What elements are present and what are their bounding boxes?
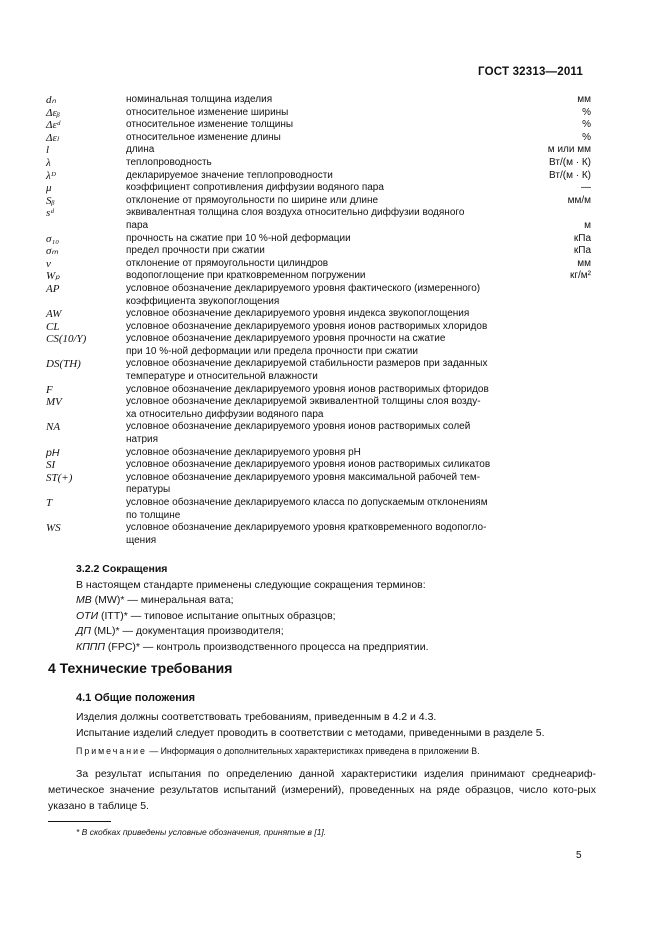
symbol-unit: м или мм <box>547 144 591 156</box>
symbol: DS(TH) <box>46 358 81 371</box>
symbol-row <box>46 484 591 497</box>
symbol-description: коэффициент сопротивления диффузии водяного пара <box>126 182 384 194</box>
symbol-row <box>46 308 591 321</box>
symbol <box>46 409 126 422</box>
symbol: Δεᵈ <box>46 119 61 132</box>
note-text: — Информация о дополнительных характеристиках приведена в приложении В. <box>146 746 480 756</box>
symbol-unit: мм <box>577 94 591 105</box>
symbol-unit <box>531 207 591 220</box>
symbol-row <box>46 119 591 132</box>
symbol-unit <box>531 308 591 321</box>
symbol: Δεᵦ <box>46 106 60 119</box>
symbol-row <box>46 421 591 434</box>
symbol: AW <box>46 308 62 321</box>
abbreviation: ДП <box>76 625 92 637</box>
symbol-description: условное обозначение декларируемого класса по допускаемым отклонениям <box>126 497 488 508</box>
symbol-description: по толщине <box>126 509 181 521</box>
symbol-description: условное обозначение декларируемого уровня ионов растворимых фторидов <box>126 383 489 395</box>
symbol-unit: кПа <box>573 232 591 244</box>
symbol: CL <box>46 320 60 333</box>
symbol <box>46 296 126 309</box>
symbol-unit <box>531 371 591 384</box>
symbol-unit <box>531 396 591 409</box>
symbol-description: предел прочности при сжатии <box>126 245 265 257</box>
symbol-row <box>46 220 591 233</box>
section-4-1-heading: 4.1 Общие положения <box>76 692 196 704</box>
symbol-description: условное обозначение декларируемого уровня прочности на сжатие <box>126 333 446 345</box>
footnote-rule <box>48 821 111 822</box>
symbol-unit <box>531 522 591 535</box>
symbol: pH <box>46 446 60 459</box>
symbol <box>46 220 126 233</box>
symbol-row <box>46 522 591 535</box>
symbol-unit <box>531 346 591 359</box>
abbreviation-definition: (MW)* — минеральная вата; <box>91 594 234 606</box>
symbol: WS <box>46 522 61 535</box>
page-number: 5 <box>576 850 582 861</box>
symbol-description: номинальная толщина изделия <box>126 94 273 105</box>
symbol-unit: % <box>582 131 591 143</box>
symbol-row <box>46 233 591 246</box>
abbreviations-intro: В настоящем стандарте применены следующие сокращения терминов: <box>76 578 426 591</box>
symbol: λᴰ <box>46 169 57 182</box>
symbol: λ <box>46 156 51 169</box>
symbol-description: пара <box>126 219 149 231</box>
symbol: sᵈ <box>46 207 54 220</box>
symbol-description: длина <box>126 144 155 156</box>
symbol-row <box>46 270 591 283</box>
symbol-row <box>46 371 591 384</box>
abbreviation-item <box>76 640 596 656</box>
symbol-description: температуре и относительной влажности <box>126 371 318 383</box>
symbol-unit: кг/м² <box>569 270 591 282</box>
symbol-description: условное обозначение декларируемого уровня ионов растворимых силикатов <box>126 459 491 471</box>
symbol-unit <box>531 459 591 472</box>
symbol-row <box>46 384 591 397</box>
symbol: ν <box>46 257 51 270</box>
symbol-description: условное обозначение декларируемого уровня pH <box>126 446 361 458</box>
section-3-2-2 <box>76 562 596 655</box>
symbol-unit: мм <box>577 257 591 269</box>
symbol-description: ха относительно диффузии водяного пара <box>126 408 324 420</box>
symbol-description: условное обозначение декларируемого уровня максимальной рабочей тем- <box>126 471 481 483</box>
symbol: SI <box>46 459 56 472</box>
symbol-description: водопоглощение при кратковременном погружении <box>126 270 366 282</box>
document-header: ГОСТ 32313—2011 <box>478 66 583 78</box>
symbol-description: условное обозначение декларируемой стабильности размеров при заданных <box>126 358 488 370</box>
symbol-description: щения <box>126 534 157 546</box>
note-label: Примечание <box>76 746 147 756</box>
symbol-row <box>46 358 591 371</box>
symbol: AP <box>46 282 60 295</box>
symbol-description: эквивалентная толщина слоя воздуха относительно диффузии водяного <box>126 207 465 219</box>
abbreviation: КППП <box>76 640 106 653</box>
abbreviation: МВ <box>76 594 92 606</box>
symbol-description: отклонение от прямоугольности цилиндров <box>126 257 329 269</box>
symbol: ST(+) <box>46 471 73 484</box>
symbol-description: относительное изменение ширины <box>126 106 289 118</box>
symbol: l <box>46 144 50 157</box>
symbol-unit: Вт/(м · К) <box>549 156 591 168</box>
symbol: F <box>46 383 53 396</box>
abbreviation-item <box>76 593 596 609</box>
symbol-description: условное обозначение декларируемого уровня ионов растворимых хлоридов <box>126 320 488 332</box>
symbol-unit <box>531 484 591 497</box>
symbol-unit: — <box>581 182 591 194</box>
symbol-row <box>46 283 591 296</box>
symbol: CS(10/Y) <box>46 333 87 346</box>
abbreviation-definition: (FPC)* — контроль производственного процесса на предприятии. <box>105 640 429 653</box>
symbol-row <box>46 333 591 346</box>
symbol-description: теплопроводность <box>126 156 212 168</box>
symbol-unit <box>531 333 591 346</box>
symbol-unit: % <box>582 106 591 118</box>
symbol: Sᵦ <box>46 194 55 207</box>
symbol: T <box>46 497 53 509</box>
symbol <box>46 535 126 548</box>
symbol-row <box>46 107 591 120</box>
symbol-unit <box>531 321 591 334</box>
section-4-1-line1: Изделия должны соответствовать требованиям, приведенным в 4.2 и 4.3. <box>76 711 437 723</box>
symbol <box>46 510 126 523</box>
symbol-row <box>46 94 591 107</box>
abbreviation-definition: (ML)* — документация производителя; <box>91 625 284 637</box>
symbol-description: условное обозначение декларируемого уровня ионов растворимых солей <box>126 421 471 433</box>
symbol-unit <box>531 283 591 296</box>
symbol-row <box>46 535 591 548</box>
symbol-description: прочность на сжатие при 10 %-ной деформации <box>126 232 351 244</box>
symbol: dₙ <box>46 94 56 106</box>
symbol: NA <box>46 421 61 434</box>
symbol: Δεₗ <box>46 131 59 144</box>
symbols-list <box>46 94 591 547</box>
symbol-description: условное обозначение декларируемого уровня фактического (измеренного) <box>126 282 481 294</box>
symbol-description: коэффициента звукопоглощения <box>126 295 280 307</box>
result-paragraph: За результат испытания по определению данной характеристики изделия принимают среднеариф-метическое значение результатов испытаний (измерений), проведенных на ряде образцов, число кото-рых указано в таблице 5. <box>48 768 596 812</box>
abbreviation-definition: (ITT)* — типовое испытание опытных образцов; <box>98 609 336 622</box>
section-4-1-line2: Испытание изделий следует проводить в соответствии с методами, приведенными в разделе 5. <box>76 726 545 739</box>
symbol-row <box>46 497 591 510</box>
symbol-description: отклонение от прямоугольности по ширине или длине <box>126 194 379 206</box>
symbol-description: относительное изменение длины <box>126 131 281 143</box>
symbol-description: условное обозначение декларируемого уровня кратковременного водопогло- <box>126 522 487 534</box>
section-4-heading: 4 Технические требования <box>48 660 233 676</box>
note <box>76 746 606 756</box>
symbol-row <box>46 258 591 271</box>
symbol-row <box>46 170 591 183</box>
symbol-unit <box>531 409 591 422</box>
section-4-1-text <box>76 710 596 741</box>
symbol-row <box>46 245 591 258</box>
symbol-description: относительное изменение толщины <box>126 119 294 131</box>
symbol-unit <box>531 510 591 523</box>
symbol <box>46 434 126 447</box>
symbol-row <box>46 132 591 145</box>
symbol-row <box>46 157 591 170</box>
symbol-row <box>46 510 591 523</box>
symbol: μ <box>46 182 52 195</box>
symbol-description: условное обозначение декларируемого уровня индекса звукопоглощения <box>126 308 470 320</box>
abbreviations-list <box>76 593 596 655</box>
symbol-row <box>46 459 591 472</box>
symbol-row <box>46 144 591 157</box>
symbol: σₘ <box>46 245 59 258</box>
symbol-unit: Вт/(м · К) <box>549 169 591 181</box>
symbol: σ₁₀ <box>46 232 60 245</box>
symbol-unit <box>531 535 591 548</box>
symbol-row <box>46 207 591 220</box>
symbol-description: при 10 %-ной деформации или предела прочности при сжатии <box>126 345 418 357</box>
symbol-row <box>46 472 591 485</box>
symbol-unit <box>531 497 591 510</box>
symbol-row <box>46 195 591 208</box>
symbol: MV <box>46 396 62 409</box>
footnote: * В скобках приведены условные обозначения, принятые в [1]. <box>76 827 327 837</box>
symbol-description: пературы <box>126 484 171 496</box>
symbol-unit <box>531 472 591 485</box>
abbreviation-item <box>76 624 596 640</box>
symbol-unit: мм/м <box>567 194 591 206</box>
symbol-unit <box>531 296 591 309</box>
symbol-row <box>46 321 591 334</box>
symbol-row <box>46 396 591 409</box>
symbol-row <box>46 182 591 195</box>
symbol-description: натрия <box>126 434 159 446</box>
section-3-2-2-heading: 3.2.2 Сокращения <box>76 563 168 575</box>
symbol <box>46 371 126 384</box>
symbol-unit <box>531 421 591 434</box>
symbol-unit: кПа <box>573 245 591 257</box>
symbol-row <box>46 296 591 309</box>
symbol-row <box>46 346 591 359</box>
symbol-unit <box>531 358 591 371</box>
symbol <box>46 346 126 359</box>
symbol-row <box>46 447 591 460</box>
symbol-unit: % <box>582 119 591 131</box>
symbol-unit <box>531 434 591 447</box>
symbol-description: декларируемое значение теплопроводности <box>126 169 333 181</box>
symbol <box>46 484 126 497</box>
symbol-row <box>46 409 591 422</box>
symbol-unit: м <box>584 219 591 231</box>
abbreviation: ОТИ <box>76 609 99 622</box>
symbol-unit <box>531 447 591 460</box>
symbol: Wₚ <box>46 270 60 283</box>
symbol-unit <box>531 384 591 397</box>
abbreviation-item <box>76 609 596 625</box>
symbol-row <box>46 434 591 447</box>
symbol-description: условное обозначение декларируемой эквивалентной толщины слоя возду- <box>126 396 481 408</box>
